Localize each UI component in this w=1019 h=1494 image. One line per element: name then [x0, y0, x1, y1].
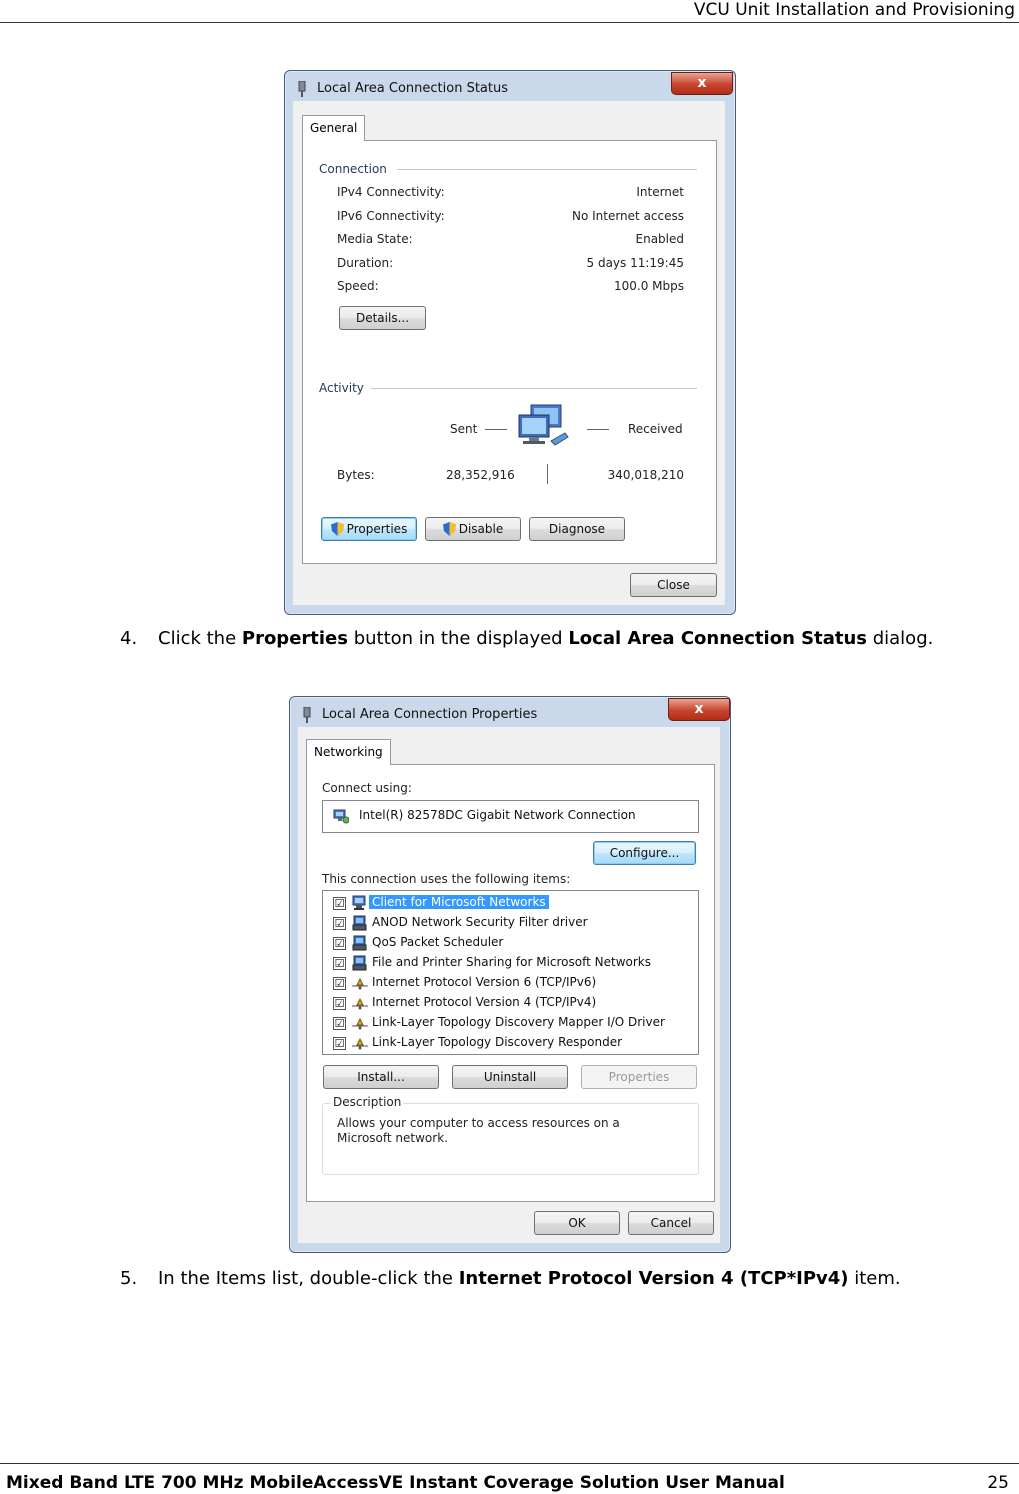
media-state-value: Enabled [635, 232, 684, 246]
diagnose-button[interactable]: Diagnose [529, 517, 625, 541]
properties-dialog-body [298, 727, 720, 1243]
tab-networking[interactable]: Networking [306, 739, 391, 765]
list-item[interactable]: Link-Layer Topology Discovery Mapper I/O Driver [372, 1015, 665, 1029]
step-bold-text: Local Area Connection Status [568, 628, 867, 649]
page-header-title: VCU Unit Installation and Provisioning [693, 0, 1015, 20]
properties-dialog [289, 696, 731, 1253]
ok-button[interactable]: OK [534, 1211, 620, 1235]
adapter-field [322, 800, 699, 833]
properties-button-label: Properties [346, 522, 408, 536]
list-item[interactable]: Internet Protocol Version 6 (TCP/IPv6) [372, 975, 597, 989]
activity-group-divider [371, 388, 697, 389]
duration-label: Duration: [337, 256, 394, 270]
protocol-icon [351, 1015, 369, 1031]
description-group-label: Description [333, 1095, 402, 1109]
item-properties-button[interactable]: Properties [581, 1065, 697, 1089]
step-text: button in the displayed [347, 628, 569, 649]
network-window-icon [295, 81, 309, 97]
activity-group-label: Activity [319, 381, 364, 395]
network-window-icon [300, 707, 314, 723]
speed-label: Speed: [337, 279, 379, 293]
step-number: 5. [120, 1268, 138, 1289]
uac-shield-icon [331, 522, 344, 536]
footer-divider [0, 1463, 1019, 1464]
item-checkbox[interactable]: ☑ [334, 937, 345, 950]
list-item[interactable]: Client for Microsoft Networks [369, 895, 549, 909]
network-service-icon [351, 955, 369, 971]
step-number: 4. [120, 628, 138, 649]
uninstall-button[interactable]: Uninstall [452, 1065, 568, 1089]
ipv4-connectivity-label: IPv4 Connectivity: [337, 185, 445, 199]
items-list-label: This connection uses the following items: [322, 872, 571, 886]
protocol-icon [351, 1035, 369, 1051]
list-item[interactable]: Internet Protocol Version 4 (TCP/IPv4) [372, 995, 597, 1009]
network-adapter-icon [333, 808, 349, 824]
disable-button[interactable] [425, 517, 521, 541]
network-service-icon [351, 935, 369, 951]
cancel-button[interactable]: Cancel [628, 1211, 714, 1235]
connection-group-divider [397, 169, 697, 170]
items-list[interactable] [322, 890, 699, 1055]
details-button[interactable]: Details... [339, 306, 426, 330]
properties-dialog-title: Local Area Connection Properties [322, 707, 538, 722]
configure-button[interactable]: Configure... [593, 841, 696, 865]
close-button[interactable]: Close [630, 573, 717, 597]
bytes-label: Bytes: [337, 468, 375, 482]
step-text: In the Items list, double-click the [158, 1268, 459, 1289]
speed-value: 100.0 Mbps [613, 279, 684, 293]
list-item[interactable]: QoS Packet Scheduler [372, 935, 504, 949]
ipv4-connectivity-value: Internet [636, 185, 684, 199]
list-item[interactable]: ANOD Network Security Filter driver [372, 915, 588, 929]
item-checkbox[interactable]: ☑ [334, 897, 345, 910]
tab-general[interactable]: General [302, 115, 365, 141]
adapter-name: Intel(R) 82578DC Gigabit Network Connection [359, 808, 636, 822]
disable-button-label: Disable [458, 522, 504, 536]
bytes-received-value: 340,018,210 [607, 468, 684, 482]
properties-dialog-close-button[interactable]: x [668, 698, 730, 721]
status-dialog-close-button[interactable]: x [671, 72, 733, 95]
status-dialog-body [293, 101, 725, 605]
protocol-icon [351, 975, 369, 991]
uac-shield-icon [443, 522, 456, 536]
footer-manual-title: Mixed Band LTE 700 MHz MobileAccessVE Instant Coverage Solution User Manual [6, 1473, 785, 1493]
step-text: dialog. [867, 628, 934, 649]
step-bold-text: Internet Protocol Version 4 (TCP*IPv4) [458, 1268, 849, 1289]
list-item[interactable]: File and Printer Sharing for Microsoft Networks [372, 955, 651, 969]
properties-button[interactable] [321, 517, 417, 541]
bytes-separator [547, 464, 548, 484]
step-text: item. [848, 1268, 901, 1289]
item-checkbox[interactable]: ☑ [334, 997, 345, 1010]
item-checkbox[interactable]: ☑ [334, 917, 345, 930]
sent-line [485, 429, 507, 430]
status-dialog-title: Local Area Connection Status [317, 81, 508, 96]
duration-value: 5 days 11:19:45 [586, 256, 684, 270]
general-tab-panel [302, 140, 717, 564]
sent-label: Sent [450, 422, 478, 436]
bytes-sent-value: 28,352,916 [446, 468, 515, 482]
description-text: Allows your computer to access resources on a Microsoft network. [337, 1116, 620, 1145]
connection-group-label: Connection [319, 162, 387, 176]
network-client-icon [351, 895, 369, 911]
item-checkbox[interactable]: ☑ [334, 1017, 345, 1030]
list-item[interactable]: Link-Layer Topology Discovery Responder [372, 1035, 623, 1049]
ipv6-connectivity-value: No Internet access [571, 209, 684, 223]
step-4-instruction [120, 628, 933, 649]
networking-tab-panel [306, 764, 715, 1202]
footer-page-number: 25 [987, 1473, 1009, 1493]
connect-using-label: Connect using: [322, 781, 412, 795]
step-5-instruction [120, 1268, 901, 1289]
network-service-icon [351, 915, 369, 931]
protocol-icon [351, 995, 369, 1011]
received-line [587, 429, 609, 430]
network-computers-icon [515, 403, 571, 453]
media-state-label: Media State: [337, 232, 413, 246]
item-checkbox[interactable]: ☑ [334, 977, 345, 990]
step-text: Click the [158, 628, 242, 649]
item-checkbox[interactable]: ☑ [334, 1037, 345, 1050]
status-dialog [284, 70, 736, 615]
header-divider [0, 22, 1019, 23]
received-label: Received [628, 422, 683, 436]
ipv6-connectivity-label: IPv6 Connectivity: [337, 209, 445, 223]
item-checkbox[interactable]: ☑ [334, 957, 345, 970]
install-button[interactable]: Install... [323, 1065, 439, 1089]
step-bold-text: Properties [241, 628, 348, 649]
